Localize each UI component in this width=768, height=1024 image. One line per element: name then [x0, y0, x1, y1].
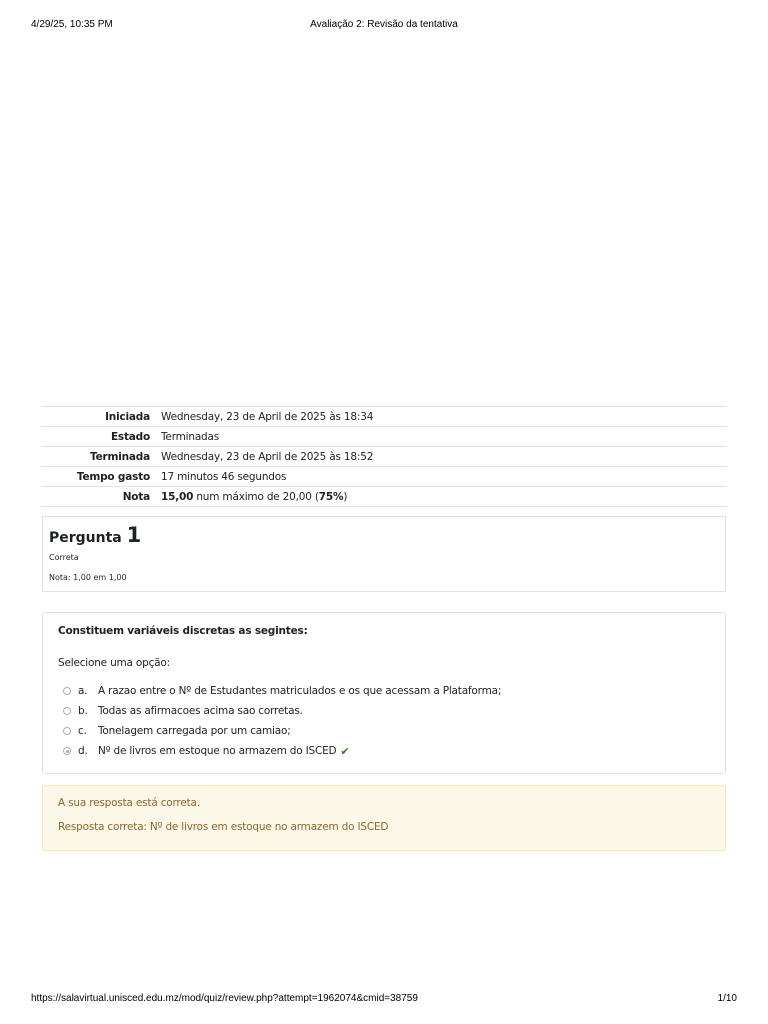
summary-label: Estado	[110, 430, 150, 443]
answer-option-c	[63, 721, 501, 741]
feedback-box	[42, 785, 726, 851]
grade-percent: 75%	[318, 490, 344, 503]
answer-text: A razao entre o Nº de Estudantes matriculados e os que acessam a Plataforma;	[98, 685, 502, 697]
summary-value: 17 minutos 46 segundos	[161, 470, 287, 483]
summary-value: Wednesday, 23 de April de 2025 às 18:52	[161, 450, 374, 463]
grade-max: num máximo de 20,00 (	[193, 490, 319, 503]
summary-value: Wednesday, 23 de April de 2025 às 18:34	[161, 410, 374, 423]
answer-letter: d.	[78, 745, 88, 757]
answer-letter: a.	[78, 685, 88, 697]
radio-button[interactable]	[63, 687, 71, 695]
print-page-title: Avaliação 2: Revisão da tentativa	[310, 19, 458, 30]
summary-row-state	[42, 427, 726, 447]
print-page-number: 1/10	[717, 993, 737, 1004]
summary-row-started	[42, 407, 726, 427]
answer-option-d	[63, 741, 501, 761]
answer-text: Todas as afirmacoes acima sao corretas.	[98, 705, 303, 717]
answer-text: Tonelagem carregada por um camiao;	[98, 725, 291, 737]
feedback-result: A sua resposta está correta.	[58, 797, 200, 809]
summary-row-grade	[42, 487, 726, 507]
summary-label: Iniciada	[105, 410, 150, 423]
question-content-box	[42, 612, 726, 774]
question-title-word: Pergunta	[49, 530, 122, 546]
question-grade: Nota: 1,00 em 1,00	[49, 573, 127, 582]
summary-grade-value	[161, 487, 726, 507]
answer-option-a	[63, 681, 501, 701]
summary-value: Terminadas	[161, 430, 220, 443]
grade-score: 15,00	[161, 490, 194, 503]
question-title	[49, 523, 141, 547]
summary-row-time-taken	[42, 467, 726, 487]
summary-label: Tempo gasto	[76, 470, 150, 483]
attempt-summary-table	[42, 406, 726, 507]
answer-option-b	[63, 701, 501, 721]
answer-letter: c.	[78, 725, 87, 737]
radio-button[interactable]	[63, 707, 71, 715]
summary-row-finished	[42, 447, 726, 467]
question-number: 1	[126, 523, 142, 547]
print-url: https://salavirtual.unisced.edu.mz/mod/quiz/review.php?attempt=1962074&cmid=38759	[31, 993, 418, 1004]
print-datetime: 4/29/25, 10:35 PM	[31, 19, 113, 30]
answer-text: Nº de livros em estoque no armazem do ISCED	[98, 745, 337, 757]
answer-prompt: Selecione uma opção:	[58, 657, 170, 669]
feedback-correct-answer: Resposta correta: Nº de livros em estoque no armazem do ISCED	[58, 821, 389, 833]
summary-label: Nota	[122, 490, 150, 503]
radio-button-selected[interactable]	[63, 747, 71, 755]
summary-label: Terminada	[90, 450, 150, 463]
question-text: Constituem variáveis discretas as segintes:	[58, 625, 308, 637]
radio-button[interactable]	[63, 727, 71, 735]
question-state: Correta	[49, 553, 79, 562]
answer-list	[63, 681, 501, 761]
grade-end: )	[343, 490, 348, 503]
answer-letter: b.	[78, 705, 88, 717]
correct-check-icon: ✔	[340, 744, 350, 758]
question-info-box	[42, 516, 726, 592]
